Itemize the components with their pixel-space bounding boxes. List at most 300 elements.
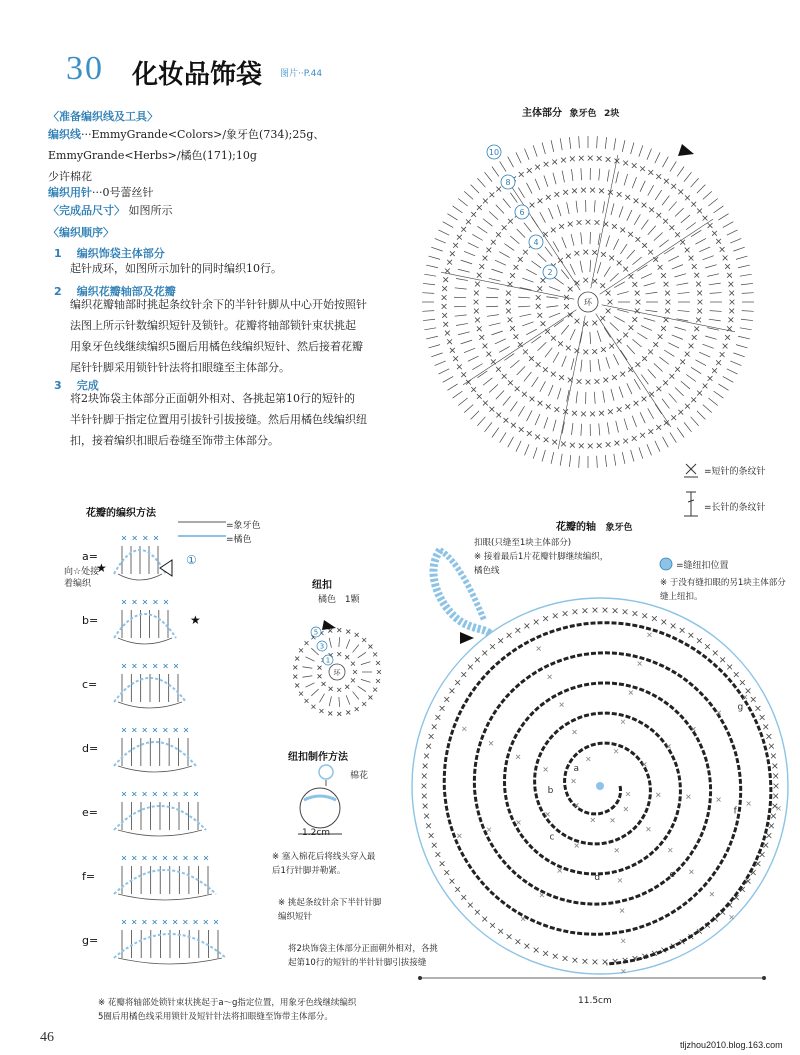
stitch-tall (518, 306, 530, 307)
cotton-label: 棉花 (350, 771, 369, 781)
stitch-tall (544, 175, 548, 186)
stitch-tall (597, 331, 601, 342)
stitch-tall (654, 232, 663, 240)
stitch-tall (691, 417, 699, 426)
stitch-tall (361, 679, 371, 682)
stitch-tall (697, 411, 705, 419)
stitch-tall (545, 348, 552, 357)
stitch-tall (691, 367, 701, 373)
stitch-tall (553, 420, 556, 432)
stitch-tall (730, 361, 741, 366)
stitch-tall (594, 392, 595, 404)
stitch-tall (669, 393, 677, 402)
stitch-tall (569, 137, 570, 149)
stitch-tall (741, 319, 753, 320)
text-line: 半针针脚于指定位置用引拔针引拔接缝。然后用橘色线编织纽 (70, 413, 367, 426)
stitch-tall (472, 364, 482, 370)
stitch-tall (571, 358, 574, 370)
stitch-tall (329, 638, 331, 648)
stitch-tall (531, 336, 541, 343)
stitch-tall (458, 398, 467, 405)
step-number: 1 (54, 247, 62, 260)
stitch-tall (718, 214, 728, 220)
stitch-tall (742, 311, 754, 312)
stitch-tall (736, 256, 748, 259)
stitch-tall (678, 310, 690, 311)
stitch-tall (562, 171, 564, 183)
stitch-tall (435, 238, 446, 243)
stitch-tall (499, 346, 509, 352)
stitch-tall (548, 385, 553, 396)
petal-row-label: e= (82, 806, 98, 819)
legend-ivory: =象牙色 (226, 521, 261, 531)
yarn-line-1: ···EmmyGrande<Colors>/象牙色(734);25g、 (81, 128, 325, 141)
stitch-tall (581, 232, 582, 244)
stitch-tall (627, 250, 635, 259)
stitch-tall (684, 172, 691, 181)
main-body-color: 象牙色 (569, 109, 597, 119)
stitch-tall (677, 167, 684, 177)
stitch-tall (553, 173, 556, 185)
stitch-tall (329, 696, 331, 706)
button-color: 橘色 (318, 595, 337, 605)
stitch-tall (619, 206, 623, 217)
stitch-tall (620, 244, 627, 254)
dimension-end (418, 976, 422, 980)
stitch-tall (518, 406, 524, 416)
text-line: 扣，接着编织扣眼后卷缝至饰带主体部分。 (70, 434, 279, 447)
stitch-tall (428, 345, 440, 348)
stitch-tall (551, 140, 554, 152)
stitch-tall (709, 283, 721, 285)
stitch-tall (579, 456, 580, 468)
stitch-tall (675, 208, 684, 216)
start-star-icon: ★ (96, 561, 107, 575)
note-line: ※ 接着最后1片花瓣针脚继续编织， (474, 552, 609, 562)
stitch-tall (606, 235, 610, 246)
button-size: 1.2cm (302, 828, 331, 838)
stitch-tall (361, 662, 371, 665)
stitch-tall (447, 384, 457, 390)
stitch-tall (576, 201, 577, 213)
stitch-tall (571, 169, 572, 181)
note-line: ※ 塞入棉花后将线头穿入最 (272, 852, 376, 862)
stitch-tall (708, 199, 717, 206)
stitch-tall (311, 648, 318, 655)
stitch-tall (468, 356, 479, 361)
stitch-tall (659, 240, 669, 247)
stitch-tall (570, 329, 575, 340)
stitch-tall (624, 174, 628, 185)
stitch-tall (456, 278, 468, 280)
stitch-tall (483, 219, 492, 226)
stitch-tall (492, 428, 499, 438)
star-icon: ★ (190, 613, 201, 627)
size-line (48, 200, 173, 221)
petal-row-label: c= (82, 678, 98, 691)
spoke-line (600, 219, 713, 294)
stitch-tall (311, 689, 318, 696)
row-number: 6 (519, 208, 525, 217)
petal-axis-color: 象牙色 (605, 523, 633, 533)
stitch-tall (516, 441, 521, 452)
stitch-tall (423, 283, 435, 284)
petal-position-letter: g (737, 702, 744, 713)
note-line: ※ 挑起条纹针余下半针针脚 (278, 898, 382, 908)
stitch-tall (464, 405, 473, 413)
watermark: tljzhou2010.blog.163.com (680, 1040, 783, 1050)
stitch-tall (714, 391, 724, 398)
stitch-tall (611, 389, 614, 401)
stitch-tall (670, 432, 676, 442)
stitch-tall (438, 230, 449, 235)
stitch-tall (708, 398, 717, 405)
stitch-tall (691, 230, 701, 236)
petal-position-letter: b (547, 786, 554, 797)
stitch-tall (491, 269, 502, 273)
stitch-tall (526, 269, 537, 275)
stitch-tall (540, 381, 546, 392)
stitch-tall (435, 361, 446, 366)
stitch-tall (443, 222, 454, 228)
stitch-tall (644, 283, 656, 286)
stitch-tall (705, 336, 717, 339)
stitch-tall (503, 199, 511, 208)
yarn-label: 编织线 (48, 128, 81, 141)
stitch-tall (709, 319, 721, 321)
cotton-icon (319, 765, 333, 779)
stitch-tall (624, 419, 628, 430)
stitch-tall (645, 310, 657, 312)
stitch-tall (447, 214, 457, 220)
stitch-tall (738, 265, 750, 268)
stitch-tall (510, 401, 517, 411)
legend-orange: =橘色 (226, 535, 252, 545)
stitch-tall (531, 261, 541, 268)
stitch-tall (581, 360, 582, 372)
stitch-tall (438, 369, 449, 374)
stitch-tall (733, 247, 744, 251)
stitch-tall (549, 287, 560, 291)
stitch-tall (702, 344, 713, 348)
stitch-tall (580, 261, 582, 273)
button-ball (300, 788, 340, 828)
spoke-line (596, 314, 671, 427)
stitch-tall (554, 277, 564, 284)
stitch-tall (487, 315, 499, 317)
note-line: 扣眼(只缝至1块主体部分) (474, 538, 572, 548)
stitch-tall (489, 212, 498, 220)
petal-row-label: b= (82, 614, 99, 627)
button-chart (282, 610, 392, 720)
stitch-tall (458, 199, 467, 206)
step-1-text: 起针成环，如图所示加针的同时编织10行。 (70, 262, 282, 275)
row-number: 2 (547, 268, 553, 277)
stitch-tall (727, 369, 738, 374)
stitch-tall (616, 172, 619, 184)
stitch-tall (424, 328, 436, 330)
stitch-tall (491, 331, 502, 335)
stitch-tall (632, 177, 636, 188)
stitch-tall (302, 676, 312, 677)
stitch-tall (718, 384, 728, 390)
stitch-tall (522, 322, 533, 326)
size-heading: 〈完成品尺寸〉 (48, 204, 125, 217)
stitch-tall (634, 214, 640, 224)
stitch-tall (353, 692, 359, 700)
petal-axis-chart (400, 530, 798, 998)
petal-start-note: 向☆处接着编织 (64, 567, 100, 589)
stitch-tall (560, 454, 562, 466)
stitch-tall (339, 697, 340, 707)
stitch-tall (431, 353, 442, 357)
page-number: 46 (40, 1030, 54, 1045)
stitch-tall (346, 639, 350, 648)
stitch-tall (684, 422, 691, 431)
stitch-tall (489, 384, 498, 392)
petal-row-label: f= (82, 870, 96, 883)
stitch-tall (538, 342, 547, 350)
stitch-tall (597, 262, 601, 273)
stitch-tall (305, 683, 314, 687)
stitch-tall (668, 343, 679, 348)
stitch-tall (443, 376, 454, 382)
text-line: 尾针针脚采用锁针针法将扣眼缝至主体部分。 (70, 361, 290, 374)
stitch-tall (607, 422, 609, 434)
stitch-tall (691, 178, 699, 187)
stitch-tall (644, 318, 656, 321)
stitch-tall (516, 152, 521, 163)
stitch-tall (655, 152, 660, 163)
stitch-tall (551, 452, 554, 464)
stitch-tall (613, 354, 618, 365)
stitch-tall (458, 332, 470, 335)
stitch-tall (640, 412, 645, 423)
stitch-tall (610, 323, 619, 331)
petal-row-label: d= (82, 742, 99, 755)
petal-base (118, 894, 212, 900)
stitch-tall (320, 694, 325, 703)
button-note (272, 850, 375, 878)
stitch-tall (627, 210, 632, 221)
stitch-tall (681, 215, 690, 223)
note-line: 5圈后用橘色线采用锁针及短针针法将扣眼缝至饰带主体部分。 (98, 1012, 333, 1022)
photo-reference: 图片··P.44 (280, 69, 323, 79)
stitch-tall (710, 293, 722, 294)
stitch-tall (674, 327, 686, 330)
text-line: 用象牙色线继续编织5圈后用橘色线编织短针、然后接着花瓣 (70, 340, 363, 353)
petal-position-letter: d (594, 872, 601, 883)
stitch-tall (648, 408, 654, 418)
buttonhole-loop-inner (440, 550, 484, 620)
step-2-text (70, 294, 367, 378)
stitch-tall (477, 226, 487, 233)
stitch-tall (535, 414, 540, 425)
filler-material: 少许棉花 (48, 170, 92, 183)
stitch-tall (453, 206, 463, 213)
stitch-tall (740, 274, 752, 276)
dimension-end (762, 976, 766, 980)
stitch-tall (489, 323, 501, 326)
stitch-tall (472, 234, 482, 240)
center-ring-label: 环 (584, 298, 592, 307)
stitch-tall (703, 405, 712, 413)
stitch-tall (477, 417, 485, 426)
stitch-tall (492, 167, 499, 177)
stitch-tall (654, 363, 663, 371)
stitch-tall (504, 244, 514, 251)
stitch-tall (611, 203, 614, 215)
stitch-tall (605, 137, 606, 149)
stitch-tall (532, 377, 539, 387)
stitch-tall (358, 652, 366, 658)
hook-value: ···0号蕾丝针 (92, 186, 154, 199)
stitch-tall (730, 238, 741, 243)
main-body-title: 主体部分 (522, 108, 562, 119)
stitch-tall (426, 336, 438, 339)
stitch-tall (423, 319, 435, 320)
stitch-tall (668, 256, 679, 261)
stitch-tall (548, 208, 553, 219)
stitch-tall (581, 168, 582, 180)
stitch-tall (464, 251, 475, 256)
stitch-tall (562, 237, 566, 248)
stitch-tall (503, 396, 511, 405)
petal-base (118, 638, 172, 644)
stitch-tall (659, 357, 669, 364)
petal-position-letter: f (733, 806, 737, 817)
stitch-tall (464, 191, 473, 199)
stitch-tall (676, 319, 688, 321)
note-line: 将2块饰袋主体部分正面朝外相对，各挑 (288, 944, 438, 954)
stitch-tall (614, 316, 625, 322)
stitch-tall (522, 278, 533, 282)
stitch-tall (597, 136, 598, 148)
stitch-tall (510, 236, 519, 244)
stitch-tall (627, 383, 632, 394)
stitch-tall (620, 350, 627, 360)
start-arrow-icon (322, 620, 336, 630)
stitch-tall (637, 333, 647, 339)
stitch-tall (699, 247, 710, 252)
stitch-tall (631, 450, 634, 462)
stitch-tall (648, 369, 656, 378)
stitch-tall (686, 374, 696, 381)
stitch-tall (664, 350, 674, 356)
button-count: 1颗 (344, 595, 360, 605)
stitch-tall (627, 345, 635, 354)
step-title: 完成 (76, 379, 99, 392)
button-spec (318, 592, 360, 605)
stitch-tall (670, 161, 676, 171)
stitch-tall (455, 315, 467, 316)
stitch-tall (606, 357, 610, 368)
stitch-tall (305, 657, 314, 661)
stitch-tall (422, 311, 434, 312)
stitch-tall (640, 181, 645, 192)
stitch-tall (662, 157, 668, 168)
note-line: 橘色线 (474, 566, 500, 576)
stitch-tall (455, 288, 467, 289)
stitch-tall (456, 323, 468, 325)
note-line: 编织短针 (278, 912, 313, 922)
stitch-tall (662, 399, 669, 409)
stitch-tall (622, 452, 625, 464)
stitch-tall (518, 297, 530, 298)
petal-base (118, 574, 162, 580)
stitch-tall (527, 410, 533, 421)
stitch-tall (641, 326, 652, 331)
text-line: 编织花瓣轴部时挑起条纹针余下的半针针脚从中心开始按照针 (70, 298, 367, 311)
step-title: 编织饰袋主体部分 (76, 247, 165, 260)
stitch-tall (485, 422, 492, 431)
stitch-tall (424, 274, 436, 276)
stitch-tall (648, 185, 654, 195)
stitch-tall (639, 447, 643, 458)
row-number: 3 (319, 642, 325, 651)
stitch-tall (554, 320, 564, 327)
spoke-line (463, 310, 576, 385)
note-line: ※ 于没有缝扣眼的另1块主体部分 (660, 578, 786, 588)
stitch-tall (526, 329, 537, 335)
stitch-tall (580, 331, 582, 343)
start-arrow-icon (678, 144, 694, 156)
stitch-tall (710, 311, 722, 312)
legend-short-stripe: =短针的条纹针 (704, 467, 766, 477)
stitch-tall (500, 432, 506, 442)
stitch-tall (485, 172, 492, 181)
arrow-left-icon (160, 560, 172, 576)
stitch-tall (546, 306, 558, 308)
stitch-tall (495, 339, 506, 344)
stitch-tall (486, 306, 498, 307)
note-line: ※ 花瓣将轴部处锁针束状挑起于a～g指定位置，用象牙色线继续编织 (98, 998, 357, 1008)
stitch-tall (614, 282, 625, 288)
stitch-tall (500, 161, 506, 171)
stitch-tall (648, 226, 656, 235)
stitch-tall (619, 386, 623, 397)
stitch-tall (538, 253, 547, 261)
petal-steps-chart (60, 520, 250, 1020)
stitch-tall (477, 178, 485, 187)
stitch-tall (517, 366, 525, 375)
size-value: 如图所示 (128, 204, 173, 217)
stitch-tall (508, 157, 514, 168)
stitch-tall (594, 200, 595, 212)
pattern-number: 30 (66, 50, 104, 87)
stitch-tall (655, 441, 660, 452)
stitch-tall (672, 335, 683, 339)
stitch-tall (603, 201, 605, 213)
footnote (98, 996, 356, 1024)
stitch-tall (495, 260, 506, 265)
stitch-tall (705, 265, 717, 268)
order-heading: 〈编织顺序〉 (48, 226, 114, 239)
button-title: 纽扣 (312, 580, 332, 591)
main-body-chart (410, 130, 770, 480)
short-stripe-icon (684, 464, 698, 477)
petal-base (118, 766, 192, 772)
petal-base (118, 830, 202, 836)
stitch-tall (542, 142, 545, 154)
stitch-tall (632, 257, 641, 265)
hook-label: 编织用针 (48, 186, 92, 199)
stitch-tall (496, 205, 504, 214)
petal-row-label: g= (82, 934, 99, 947)
step-marker: ① (186, 553, 197, 567)
note-line: 起第10行的短针的半针针脚引拔接缝 (288, 958, 427, 968)
stitch-tall (597, 456, 598, 468)
